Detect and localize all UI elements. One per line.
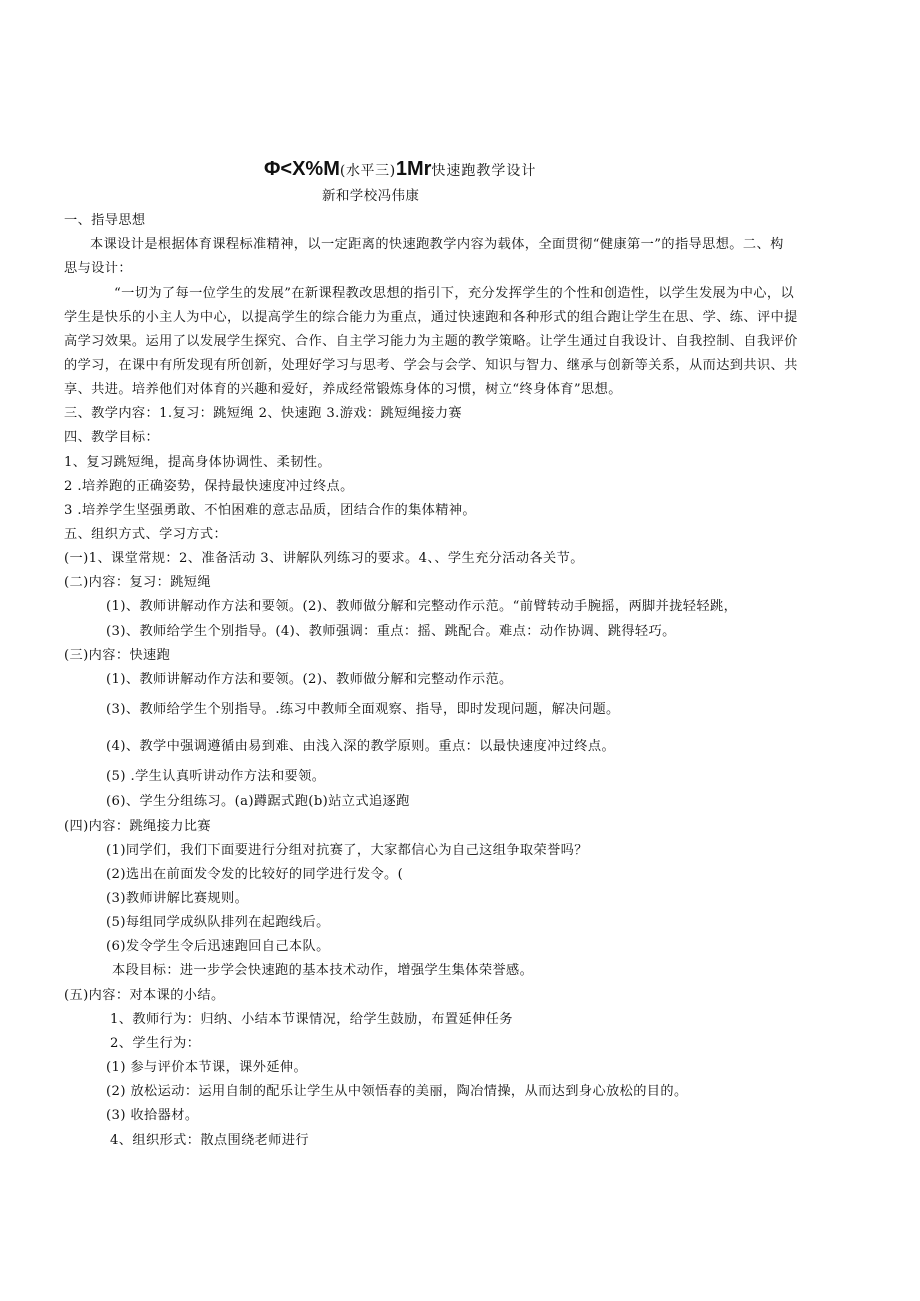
- section-heading: 四、教学目标：: [64, 430, 160, 445]
- list-item: (5) .学生认真听讲动作方法和要领。: [106, 769, 326, 784]
- paragraph-line: 学生是快乐的小主人为中心，以提高学生的综合能力为重点，通过快速跑和各种形式的组合跑让学生在思、学、练、评中提: [64, 310, 798, 325]
- paragraph-line: 高学习效果。运用了以发展学生探究、合作、自主学习能力为主题的教学策略。让学生通过自我设计、自我控制、自我评价: [64, 334, 798, 349]
- list-item: (1)同学们，我们下面要进行分组对抗赛了，大家都信心为自己这组争取荣誉吗？: [106, 843, 588, 858]
- list-item: (一)1、课堂常规：2、准备活动 3、讲解队列练习的要求。4、、学生充分活动各关节。: [64, 551, 584, 566]
- section-heading: 五、组织方式、学习方式：: [64, 527, 228, 542]
- paragraph-line: “一切为了每一位学生的发展”在新课程教改思想的指引下，充分发挥学生的个性和创造性，以学生发展为中心，以: [114, 286, 795, 301]
- list-item: (2) 放松运动：运用自制的配乐让学生从中领悟春的美丽，陶冶情操，从而达到身心放松的目的。: [106, 1084, 688, 1099]
- list-item: (2)选出在前面发令发的比较好的同学进行发令。(: [106, 867, 404, 882]
- list-item: (3)、教师给学生个别指导。(4)、教师强调：重点：摇、跳配合。难点：动作协调、跳得轻巧。: [106, 624, 676, 639]
- sub-heading: (二)内容：复习：跳短绳: [64, 575, 211, 590]
- list-item: (4)、教学中强调遵循由易到难、由浅入深的教学原则。重点：以最快速度冲过终点。: [106, 739, 616, 754]
- list-item: 1、复习跳短绳，提高身体协调性、柔韧性。: [64, 455, 331, 470]
- section-heading: 三、教学内容：1.复习：跳短绳 2、快速跑 3.游戏：跳短绳接力赛: [64, 406, 463, 421]
- list-item: (1)、教师讲解动作方法和要领。(2)、教师做分解和完整动作示范。“前臂转动手腕摇，两脚并拢轻轻跳，: [106, 599, 738, 614]
- list-item: (3)、教师给学生个别指导。.练习中教师全面观察、指导，即时发现问题，解决问题。: [106, 702, 620, 717]
- list-item: (1)、教师讲解动作方法和要领。(2)、教师做分解和完整动作示范。: [106, 672, 513, 687]
- list-item: (5)每组同学成纵队排列在起跑线后。: [106, 915, 330, 930]
- title-garbled-part: Φ<X%M: [264, 158, 340, 180]
- list-item: (3) 收拾器材。: [106, 1108, 199, 1123]
- list-item: 1、教师行为：归纳、小结本节课情况，给学生鼓励，布置延伸任务: [110, 1012, 513, 1027]
- paragraph-line: 本课设计是根据体育课程标准精神，以一定距离的快速跑教学内容为载体，全面贯彻“健康第一”的指导思想。二、构: [90, 237, 784, 252]
- list-item: (3)教师讲解比赛规则。: [106, 891, 249, 906]
- paragraph-line: 的学习，在课中有所发现有所创新，处理好学习与思考、学会与会学、知识与智力、继承与创新等关系，从而达到共识、共: [64, 358, 798, 373]
- list-item: (6)发令学生令后迅速跑回自己本队。: [106, 939, 330, 954]
- sub-heading: (四)内容：跳绳接力比赛: [64, 819, 211, 834]
- section-heading: 一、指导思想: [64, 213, 146, 228]
- list-item: 2 .培养跑的正确姿势，保持最快速度冲过终点。: [64, 479, 354, 494]
- list-item: 3 .培养学生坚强勇敢、不怕困难的意志品质，团结合作的集体精神。: [64, 503, 477, 518]
- paragraph-line: 享、共进。培养他们对体育的兴趣和爱好，养成经常锻炼身体的习惯，树立“终身体育”思想。: [64, 382, 622, 397]
- sub-heading: (五)内容：对本课的小结。: [64, 988, 225, 1003]
- section-goal: 本段目标：进一步学会快速跑的基本技术动作，增强学生集体荣誉感。: [112, 963, 534, 978]
- list-item: (1) 参与评价本节课，课外延伸。: [106, 1060, 308, 1075]
- sub-heading: (三)内容：快速跑: [64, 648, 171, 663]
- document-title: [264, 158, 536, 181]
- paragraph-line: 思与设计：: [64, 261, 132, 276]
- title-subject: 快速跑教学设计: [431, 163, 537, 179]
- title-garbled-code: 1Mr: [395, 158, 432, 180]
- list-item: 2、学生行为：: [110, 1036, 201, 1051]
- author-line: 新和学校冯伟康: [322, 188, 420, 204]
- list-item: 4、组织形式：散点围绕老师进行: [110, 1133, 310, 1148]
- list-item: (6)、学生分组练习。(a)蹲踞式跑(b)站立式追逐跑: [106, 794, 410, 809]
- title-level: (水平三): [339, 163, 396, 179]
